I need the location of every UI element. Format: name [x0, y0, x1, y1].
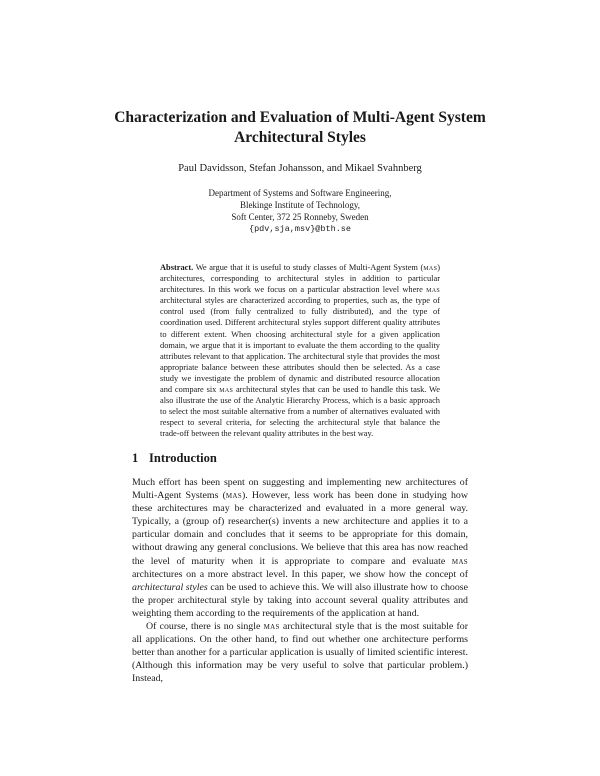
mas-acronym: mas: [219, 385, 234, 395]
title-line-2: Architectural Styles: [234, 129, 366, 146]
paragraph-text: can be used to achieve this. We will also illustrate how to choose the proper architectural style by taking into account several quality attributes and weighting them according to the requirements of the application at hand.: [132, 581, 468, 619]
paper-title: [110, 108, 490, 148]
paragraph-text: Of course, there is no single: [146, 621, 264, 633]
abstract-label: Abstract.: [160, 263, 194, 272]
section-number: 1: [132, 451, 139, 465]
paragraph-text: ). However, less work has been done in studying how these architectures may be characterized and evaluated in a more general way. Typically, a (group of) researcher(s) invents a new architecture and applies it to a particular domain and concludes that it seems to be appropriate for this domain, without drawing any general conclusions. We believe that this area has now reached the level of maturity when it is appropriate to compare and evaluate: [132, 490, 468, 567]
intro-paragraph-2: [132, 620, 468, 685]
abstract: [160, 262, 440, 440]
mas-acronym: mas: [451, 555, 468, 567]
paragraph-text: architectures on a more abstract level. In this paper, we show how the concept of: [132, 568, 468, 580]
mas-acronym: mas: [423, 263, 438, 272]
mas-acronym: mas: [426, 285, 440, 295]
title-line-1: Characterization and Evaluation of Multi-Agent System: [114, 109, 486, 126]
affiliation-address: Soft Center, 372 25 Ronneby, Sweden: [231, 212, 369, 222]
abstract-text: architectural styles are characterized according to properties, such as, the type of control used (from fully centralized to fully distributed), and the type of coordination used. Different architectural styles support different quality attributes to different extent. When choosing architectural style for a given application domain, we argue that it is important to evaluate the them according to the quality attributes relevant to that application. The architectural style that provides the most appropriate balance between these attributes should then be selected. As a case study we investigate the problem of dynamic and distributed resource allocation and compare six: [160, 296, 440, 395]
affiliation-department: Department of Systems and Software Engineering,: [208, 188, 392, 198]
emphasized-term: architectural styles: [132, 581, 208, 593]
intro-paragraph-1: [132, 476, 468, 620]
author-email: {pdv,sja,msv}@bth.se: [248, 224, 352, 234]
paragraph-text: Much effort has been spent on suggesting and implementing new architectures of Multi-Agent Systems (: [132, 477, 468, 502]
mas-acronym: mas: [263, 621, 280, 633]
paragraph-text: architectural style that is the most suitable for all applications. On the other hand, to find out whether one architecture performs better than another for a particular application is usually of limited scientific interest. (Although this information may be very useful to solve that particular problem.) Instead,: [132, 621, 468, 685]
abstract-text: architectural styles that can be used to handle this task. We also illustrate the use of the Analytic Hierarchy Process, which is a basic approach to select the most suitable alternative from a number of alternatives evaluated with respect to several criteria, for selecting the architectural style that balance the trade-off between the relevant quality attributes in the best way.: [160, 385, 441, 439]
section-title: Introduction: [149, 451, 217, 465]
abstract-text: ) architectures, corresponding to architectural styles in addition to particular architectures. In this work we focus on a particular abstraction level where: [160, 263, 440, 295]
introduction-body: [132, 476, 468, 686]
mas-acronym: mas: [225, 490, 242, 502]
affiliation: [150, 187, 450, 235]
abstract-text: We argue that it is useful to study classes of Multi-Agent System (: [195, 263, 424, 272]
author-list: Paul Davidsson, Stefan Johansson, and Mikael Svahnberg: [178, 163, 422, 174]
affiliation-institute: Blekinge Institute of Technology,: [239, 200, 361, 210]
section-heading: [132, 451, 217, 466]
